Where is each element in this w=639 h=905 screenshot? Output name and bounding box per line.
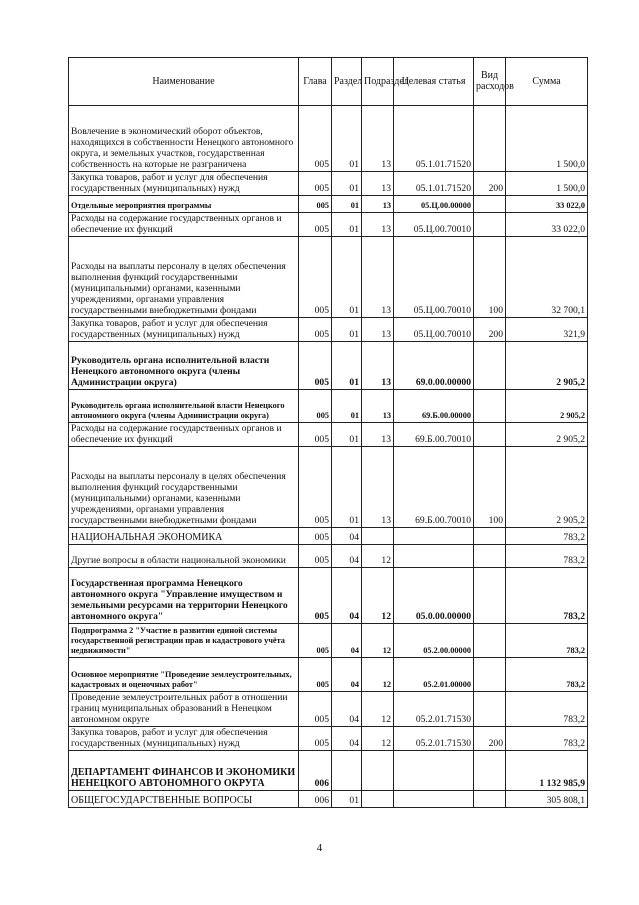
cell-sum: 2 905,2: [506, 423, 588, 447]
header-podrazdel: Подраздел: [362, 58, 394, 106]
cell-name: ОБЩЕГОСУДАРСТВЕННЫЕ ВОПРОСЫ: [69, 791, 299, 808]
table-row: [69, 751, 588, 791]
cell-vid: [474, 423, 506, 447]
cell-vid: [474, 692, 506, 727]
budget-table: [68, 57, 588, 808]
table-row: [69, 342, 588, 390]
cell-razdel: 04: [332, 545, 362, 568]
cell-sum: 1 500,0: [506, 106, 588, 172]
cell-razdel: 01: [332, 390, 362, 423]
cell-razdel: 01: [332, 196, 362, 213]
cell-target: 05.Ц.00.70010: [394, 213, 474, 237]
cell-sum: 783,2: [506, 545, 588, 568]
cell-sum: 783,2: [506, 528, 588, 545]
cell-target: 05.Ц.00.70010: [394, 318, 474, 342]
cell-razdel: 01: [332, 423, 362, 447]
cell-podrazdel: 12: [362, 658, 394, 692]
cell-glava: 005: [299, 692, 332, 727]
cell-target: 69.Б.00.00000: [394, 390, 474, 423]
cell-glava: 006: [299, 791, 332, 808]
cell-vid: [474, 213, 506, 237]
table-row: [69, 727, 588, 751]
cell-name: Расходы на содержание государственных органов и обеспечение их функций: [69, 213, 299, 237]
cell-target: [394, 528, 474, 545]
cell-target: 05.2.01.00000: [394, 658, 474, 692]
cell-sum: 32 700,1: [506, 237, 588, 318]
cell-podrazdel: 13: [362, 237, 394, 318]
cell-vid: 100: [474, 237, 506, 318]
cell-name: Вовлечение в экономический оборот объектов, находящихся в собственности Ненецкого автономного округа, и земельных участков, государственная собственность на которые не разграничена: [69, 106, 299, 172]
cell-sum: 33 022,0: [506, 196, 588, 213]
cell-razdel: 04: [332, 528, 362, 545]
cell-vid: [474, 106, 506, 172]
cell-glava: 005: [299, 390, 332, 423]
header-row: [69, 58, 588, 106]
cell-name: Основное мероприятие "Проведение землеустроительных, кадастровых и оценочных работ": [69, 658, 299, 692]
cell-name: Проведение землеустроительных работ в отношении границ муниципальных образований в Ненецком автономном округе: [69, 692, 299, 727]
cell-glava: 006: [299, 751, 332, 791]
cell-glava: 005: [299, 624, 332, 658]
cell-podrazdel: 12: [362, 727, 394, 751]
cell-sum: 783,2: [506, 727, 588, 751]
table-row: [69, 423, 588, 447]
cell-glava: 005: [299, 213, 332, 237]
cell-glava: 005: [299, 106, 332, 172]
cell-podrazdel: 13: [362, 318, 394, 342]
cell-sum: 2 905,2: [506, 447, 588, 528]
cell-razdel: 01: [332, 791, 362, 808]
header-vid: Вид расходов: [474, 58, 506, 106]
cell-podrazdel: [362, 528, 394, 545]
cell-podrazdel: 13: [362, 106, 394, 172]
cell-name: Закупка товаров, работ и услуг для обеспечения государственных (муниципальных) нужд: [69, 727, 299, 751]
cell-glava: 005: [299, 447, 332, 528]
cell-target: 05.1.01.71520: [394, 172, 474, 196]
cell-target: 05.1.01.71520: [394, 106, 474, 172]
cell-podrazdel: 13: [362, 196, 394, 213]
cell-vid: [474, 196, 506, 213]
cell-razdel: [332, 751, 362, 791]
cell-target: 05.Ц.00.00000: [394, 196, 474, 213]
cell-glava: 005: [299, 318, 332, 342]
cell-sum: 1 500,0: [506, 172, 588, 196]
cell-vid: 100: [474, 447, 506, 528]
cell-sum: 321,9: [506, 318, 588, 342]
cell-name: Руководитель органа исполнительной власти Ненецкого автономного округа (члены Администрации округа): [69, 342, 299, 390]
cell-vid: [474, 568, 506, 624]
cell-vid: [474, 545, 506, 568]
cell-razdel: 04: [332, 658, 362, 692]
cell-vid: 200: [474, 172, 506, 196]
cell-sum: 783,2: [506, 624, 588, 658]
cell-podrazdel: [362, 791, 394, 808]
cell-glava: 005: [299, 568, 332, 624]
cell-razdel: 01: [332, 172, 362, 196]
cell-name: НАЦИОНАЛЬНАЯ ЭКОНОМИКА: [69, 528, 299, 545]
cell-sum: 783,2: [506, 568, 588, 624]
cell-vid: [474, 342, 506, 390]
cell-podrazdel: 12: [362, 545, 394, 568]
cell-podrazdel: 13: [362, 172, 394, 196]
cell-vid: [474, 624, 506, 658]
cell-sum: 2 905,2: [506, 390, 588, 423]
table-row: [69, 213, 588, 237]
cell-vid: [474, 791, 506, 808]
table-row: [69, 791, 588, 808]
cell-glava: 005: [299, 342, 332, 390]
cell-podrazdel: 12: [362, 568, 394, 624]
cell-sum: 33 022,0: [506, 213, 588, 237]
table-row: [69, 528, 588, 545]
cell-podrazdel: 12: [362, 692, 394, 727]
table-row: [69, 237, 588, 318]
cell-target: 05.0.00.00000: [394, 568, 474, 624]
cell-glava: 005: [299, 727, 332, 751]
cell-razdel: 01: [332, 342, 362, 390]
cell-glava: 005: [299, 658, 332, 692]
cell-name: Отдельные мероприятия программы: [69, 196, 299, 213]
cell-vid: [474, 658, 506, 692]
header-name: Наименование: [69, 58, 299, 106]
cell-vid: 200: [474, 727, 506, 751]
cell-name: Другие вопросы в области национальной экономики: [69, 545, 299, 568]
header-target: Целевая статья: [394, 58, 474, 106]
table-row: [69, 568, 588, 624]
cell-name: Расходы на выплаты персоналу в целях обеспечения выполнения функций государственными (муниципальными) органами, казенными учреждениями, органами управления государственными внебюджетными фондами: [69, 237, 299, 318]
cell-podrazdel: 13: [362, 423, 394, 447]
cell-name: Подпрограмма 2 "Участие в развитии единой системы государственной регистрации прав и кадастрового учёта недвижимости": [69, 624, 299, 658]
cell-target: [394, 791, 474, 808]
page-number: 4: [316, 842, 323, 854]
cell-target: 05.2.01.71530: [394, 727, 474, 751]
cell-glava: 005: [299, 423, 332, 447]
cell-target: 69.Б.00.70010: [394, 423, 474, 447]
cell-glava: 005: [299, 528, 332, 545]
cell-sum: 2 905,2: [506, 342, 588, 390]
table-row: [69, 196, 588, 213]
cell-razdel: 04: [332, 692, 362, 727]
header-sum: Сумма: [506, 58, 588, 106]
cell-podrazdel: 13: [362, 342, 394, 390]
header-razdel: Раздел: [332, 58, 362, 106]
cell-sum: 783,2: [506, 692, 588, 727]
cell-razdel: 01: [332, 106, 362, 172]
table-row: [69, 172, 588, 196]
cell-name: ДЕПАРТАМЕНТ ФИНАНСОВ И ЭКОНОМИКИ НЕНЕЦКОГО АВТОНОМНОГО ОКРУГА: [69, 751, 299, 791]
cell-sum: 305 808,1: [506, 791, 588, 808]
cell-name: Государственная программа Ненецкого автономного округа "Управление имуществом и земельными ресурсами на территории Ненецкого автономного округа": [69, 568, 299, 624]
cell-glava: 005: [299, 196, 332, 213]
cell-name: Руководитель органа исполнительной власти Ненецкого автономного округа (члены Администрации округа): [69, 390, 299, 423]
cell-razdel: 01: [332, 318, 362, 342]
cell-target: 05.2.01.71530: [394, 692, 474, 727]
cell-target: 05.Ц.00.70010: [394, 237, 474, 318]
cell-podrazdel: [362, 751, 394, 791]
cell-name: Расходы на содержание государственных органов и обеспечение их функций: [69, 423, 299, 447]
cell-razdel: 04: [332, 568, 362, 624]
cell-glava: 005: [299, 172, 332, 196]
cell-glava: 005: [299, 237, 332, 318]
cell-target: [394, 751, 474, 791]
cell-razdel: 01: [332, 237, 362, 318]
cell-vid: 200: [474, 318, 506, 342]
cell-sum: 783,2: [506, 658, 588, 692]
cell-vid: [474, 390, 506, 423]
cell-glava: 005: [299, 545, 332, 568]
table-row: [69, 658, 588, 692]
cell-name: Закупка товаров, работ и услуг для обеспечения государственных (муниципальных) нужд: [69, 318, 299, 342]
header-glava: Глава: [299, 58, 332, 106]
cell-podrazdel: 13: [362, 213, 394, 237]
table-row: [69, 106, 588, 172]
cell-podrazdel: 12: [362, 624, 394, 658]
cell-razdel: 01: [332, 213, 362, 237]
table-row: [69, 624, 588, 658]
cell-target: 05.2.00.00000: [394, 624, 474, 658]
cell-name: Расходы на выплаты персоналу в целях обеспечения выполнения функций государственными (муниципальными) органами, казенными учреждениями, органами управления государственными внебюджетными фондами: [69, 447, 299, 528]
cell-name: Закупка товаров, работ и услуг для обеспечения государственных (муниципальных) нужд: [69, 172, 299, 196]
table-row: [69, 447, 588, 528]
cell-target: 69.0.00.00000: [394, 342, 474, 390]
cell-razdel: 04: [332, 624, 362, 658]
cell-vid: [474, 528, 506, 545]
cell-sum: 1 132 985,9: [506, 751, 588, 791]
cell-target: 69.Б.00.70010: [394, 447, 474, 528]
cell-podrazdel: 13: [362, 447, 394, 528]
table-row: [69, 692, 588, 727]
table-row: [69, 390, 588, 423]
cell-target: [394, 545, 474, 568]
cell-vid: [474, 751, 506, 791]
cell-podrazdel: 13: [362, 390, 394, 423]
table-row: [69, 545, 588, 568]
cell-razdel: 01: [332, 447, 362, 528]
table-row: [69, 318, 588, 342]
cell-razdel: 04: [332, 727, 362, 751]
